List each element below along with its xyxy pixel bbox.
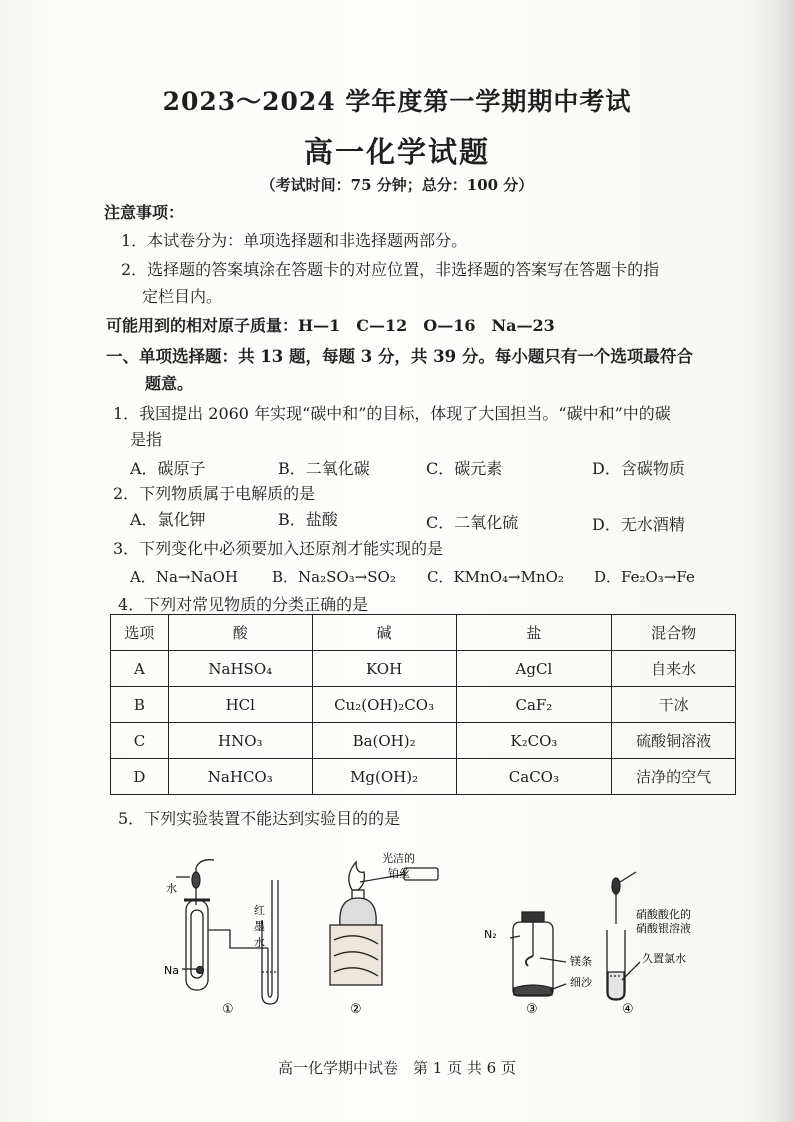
table-header-cell: 混合物	[612, 615, 736, 651]
fig1-dropper-top	[196, 860, 214, 868]
q3-option-a: A．Na→NaOH	[130, 568, 238, 586]
exam-title-year: 2023～2024 学年度第一学期期中考试	[162, 87, 632, 116]
table-cell: CaF₂	[456, 687, 612, 723]
fig4-number: ④	[622, 1002, 634, 1017]
fig4-reagent-leader	[620, 872, 636, 882]
table-row	[111, 651, 736, 687]
fig2-label-line-2: 铂丝	[388, 867, 410, 880]
notes-item-2-line-2: 定栏目内。	[142, 287, 223, 306]
fig1-sodium-piece	[197, 967, 204, 974]
fig1-water2-label: 水	[254, 936, 265, 949]
table-cell: Ba(OH)₂	[312, 723, 456, 759]
q1-option-a: A．碳原子	[130, 459, 206, 478]
fig3-number: ③	[526, 1002, 538, 1017]
table-cell: C	[111, 723, 169, 759]
q2-stem: 2．下列物质属于电解质的是	[113, 484, 316, 503]
fig3-mg-label: 镁条	[570, 955, 592, 968]
classification-table	[110, 614, 736, 795]
q1-stem-line-1: 1．我国提出 2060 年实现“碳中和”的目标，体现了大国担当。“碳中和”中的碳	[113, 404, 671, 423]
fig1-na-label: Na	[164, 964, 179, 977]
table-cell: Mg(OH)₂	[312, 759, 456, 795]
section-1-heading: 一、单项选择题：共 13 题，每题 3 分，共 39 分。每小题只有一个选项最符合	[106, 347, 693, 366]
table-header-row	[111, 615, 736, 651]
table-cell: 洁净的空气	[612, 759, 736, 795]
section-1-heading-cont: 题意。	[145, 374, 194, 393]
q4-stem: 4．下列对常见物质的分类正确的是	[118, 595, 369, 614]
q3-option-c: C．KMnO₄→MnO₂	[427, 568, 564, 586]
fig3-magnesium-ribbon	[526, 956, 533, 966]
table-header-cell: 盐	[456, 615, 612, 651]
table-cell: HNO₃	[168, 723, 312, 759]
fig4-label-line-1: 硝酸酸化的	[636, 908, 691, 921]
table-cell: CaCO₃	[456, 759, 612, 795]
table-cell: B	[111, 687, 169, 723]
fig2-lamp-body	[340, 898, 376, 925]
fig1-u-tube-right	[268, 880, 272, 997]
q1-option-d: D．含碳物质	[592, 459, 685, 478]
fig2-label-line-1: 光洁的	[382, 852, 415, 865]
fig1-dropper-bulb	[192, 872, 200, 888]
exam-subtitle: （考试时间：75 分钟；总分：100 分）	[260, 176, 534, 194]
exam-title-subject: 高一化学试题	[303, 135, 490, 169]
q2-option-d: D．无水酒精	[592, 515, 685, 534]
fig4-label-line-2: 硝酸银溶液	[636, 922, 691, 935]
q3-option-d: D．Fe₂O₃→Fe	[594, 568, 695, 586]
table-cell: NaHSO₄	[168, 651, 312, 687]
figure-4-apparatus	[607, 872, 640, 1000]
fig3-n2-leader	[510, 936, 520, 938]
table-row	[111, 759, 736, 795]
table-row	[111, 723, 736, 759]
fig3-fine-sand	[514, 985, 552, 995]
q5-apparatus-figures	[0, 830, 794, 1030]
q2-option-c: C．二氧化硫	[426, 513, 519, 532]
table-cell: 硫酸铜溶液	[612, 723, 736, 759]
q3-stem: 3．下列变化中必须要加入还原剂才能实现的是	[113, 539, 444, 558]
table-row	[111, 687, 736, 723]
table-cell: NaHCO₃	[168, 759, 312, 795]
q1-stem-line-2: 是指	[130, 430, 163, 449]
fig3-sand-label: 细沙	[570, 976, 592, 989]
q3-option-b: B．Na₂SO₃→SO₂	[272, 568, 396, 586]
fig1-red-label: 红	[254, 904, 265, 917]
table-header-cell: 选项	[111, 615, 169, 651]
table-cell: 自来水	[612, 651, 736, 687]
fig3-stopper	[522, 912, 544, 922]
table-cell: A	[111, 651, 169, 687]
fig1-number: ①	[222, 1002, 234, 1017]
notes-item-2-line-1: 2．选择题的答案填涂在答题卡的对应位置，非选择题的答案写在答题卡的指	[121, 260, 660, 279]
table-header-cell: 酸	[168, 615, 312, 651]
figure-3-apparatus	[510, 912, 566, 996]
fig2-number: ②	[350, 1002, 362, 1017]
fig1-water-label: 水	[166, 882, 177, 895]
table-cell: 干冰	[612, 687, 736, 723]
table-cell: AgCl	[456, 651, 612, 687]
atomic-mass-line: 可能用到的相对原子质量：H—1 C—12 O—16 Na—23	[106, 316, 555, 335]
table-cell: Cu₂(OH)₂CO₃	[312, 687, 456, 723]
fig1-ink-label: 墨	[254, 920, 265, 933]
notes-item-1: 1．本试卷分为：单项选择题和非选择题两部分。	[121, 231, 468, 250]
page-footer: 高一化学期中试卷 第 1 页 共 6 页	[278, 1059, 516, 1077]
notes-heading: 注意事项：	[104, 203, 185, 222]
q2-option-b: B．盐酸	[278, 510, 338, 529]
q1-option-c: C．碳元素	[426, 459, 503, 478]
q1-option-b: B．二氧化碳	[278, 459, 370, 478]
table-cell: K₂CO₃	[456, 723, 612, 759]
table-cell: D	[111, 759, 169, 795]
fig4-dropper-bulb	[612, 878, 620, 894]
q5-stem: 5．下列实验装置不能达到实验目的的是	[118, 809, 401, 828]
fig3-n2-label: N₂	[484, 928, 497, 941]
q2-option-a: A．氯化钾	[130, 510, 206, 529]
table-cell: KOH	[312, 651, 456, 687]
fig2-flame	[349, 862, 365, 890]
fig4-chlorine-label: 久置氯水	[642, 952, 686, 965]
figure-2-apparatus	[330, 862, 438, 985]
fig1-outer-tube	[186, 900, 208, 990]
table-cell: HCl	[168, 687, 312, 723]
table-header-cell: 碱	[312, 615, 456, 651]
